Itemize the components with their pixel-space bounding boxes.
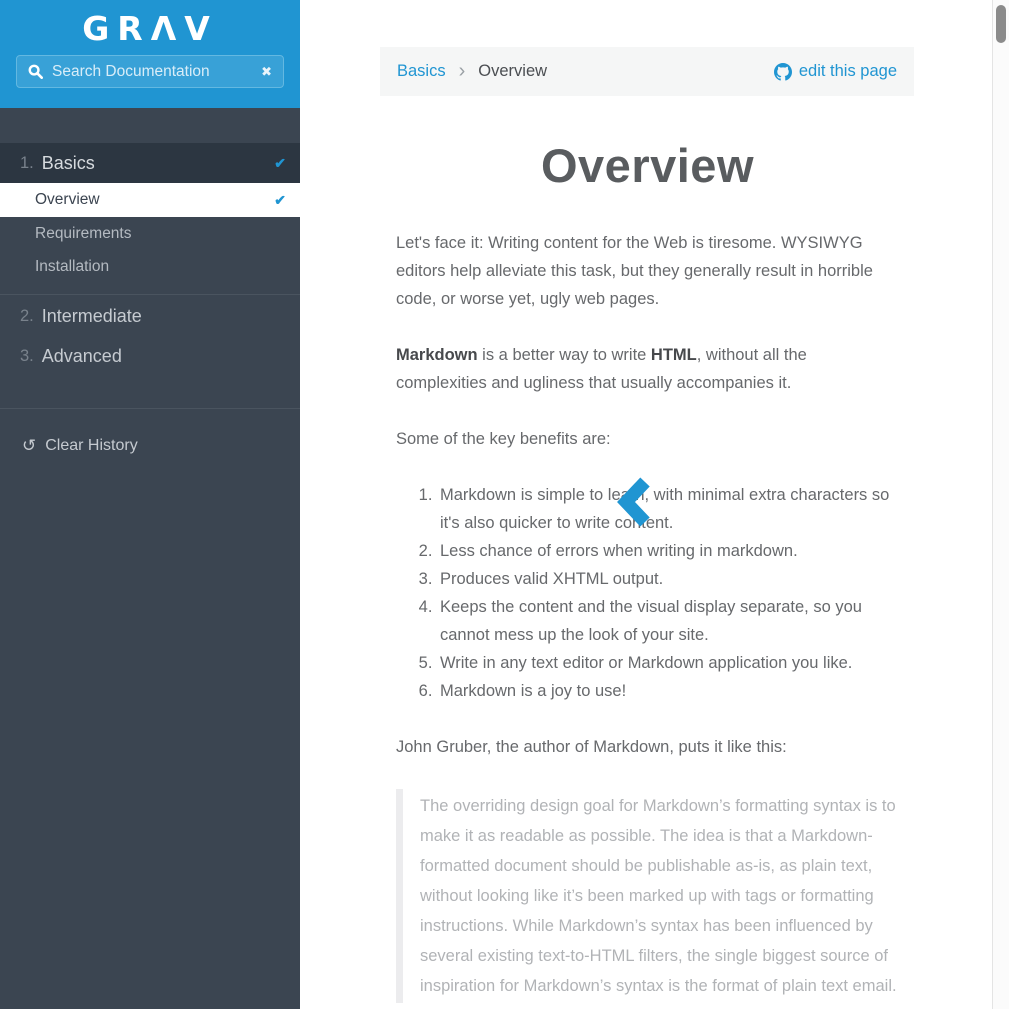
list-item: 5. Write in any text editor or Markdown application you like. <box>437 649 899 677</box>
edit-this-page-label: edit this page <box>798 62 897 80</box>
search-icon <box>28 64 43 79</box>
chapter-number: 1. <box>20 153 34 172</box>
markdown-paragraph: Markdown is a better way to write HTML, without all the complexities and ugliness that usually accompanies it. <box>396 346 807 392</box>
chapter-title: Advanced <box>41 345 122 366</box>
previous-page-arrow[interactable] <box>615 476 653 533</box>
sidebar <box>0 0 300 1009</box>
chapter-number: 2. <box>20 306 34 325</box>
sidebar-divider <box>0 376 300 409</box>
page-label: Requirements <box>35 224 132 242</box>
bold-html: HTML <box>650 346 697 364</box>
history-icon: ↺ <box>22 436 37 456</box>
sidebar-item-overview[interactable] <box>0 183 300 217</box>
github-icon <box>774 63 792 81</box>
check-icon: ✔ <box>274 191 286 208</box>
chapter-number: 3. <box>20 346 34 365</box>
list-item: 3. Produces valid XHTML output. <box>437 565 899 593</box>
chapter-list <box>0 295 300 376</box>
clear-history-button[interactable] <box>22 436 138 456</box>
sidebar-item-advanced[interactable] <box>0 336 300 376</box>
list-item: 2. Less chance of errors when writing in markdown. <box>437 537 899 565</box>
breadcrumb-current-page: Overview <box>478 62 548 80</box>
gruber-quote: The overriding design goal for Markdown’s formatting syntax is to make it as readable as possible. The idea is that a Markdown-formatted document should be publishable as-is, as plain text, without looking like it’s been marked up with tags or formatting instructions. While Markdown’s syntax has been influenced by several existing text-to-HTML filters, the single biggest source of inspiration for Markdown’s syntax is the format of plain text email. <box>396 789 899 1003</box>
sidebar-item-intermediate[interactable] <box>0 296 300 336</box>
check-icon: ✔ <box>274 154 286 171</box>
scrollbar-track[interactable] <box>992 0 1009 1009</box>
chevron-left-icon <box>615 476 653 528</box>
sidebar-nav-spacer <box>0 108 300 143</box>
intro-paragraph: Let's face it: Writing content for the Web is tiresome. WYSIWYG editors help alleviate this task, but they generally result in horrible code, or worse yet, ugly web pages. <box>396 234 873 308</box>
article <box>396 96 899 1003</box>
search-input[interactable] <box>52 63 261 81</box>
clear-history-label: Clear History <box>45 437 138 454</box>
main-content <box>300 0 992 1009</box>
breadcrumb <box>380 47 914 96</box>
edit-this-page-link[interactable] <box>774 62 897 81</box>
scrollbar-thumb[interactable] <box>996 5 1006 43</box>
page-label: Overview <box>35 191 100 208</box>
grav-logo[interactable]: GRΛV <box>82 9 218 48</box>
chapter-basics-block <box>0 143 300 295</box>
search-box <box>16 55 284 88</box>
bold-markdown: Markdown <box>396 346 478 364</box>
list-item: 4. Keeps the content and the visual display separate, so you cannot mess up the look of your site. <box>437 593 899 649</box>
sidebar-item-installation[interactable] <box>0 250 300 283</box>
page-label: Installation <box>35 257 110 275</box>
benefits-intro: Some of the key benefits are: <box>396 430 611 448</box>
chapter-title: Intermediate <box>41 305 142 326</box>
page-title: Overview <box>540 139 755 192</box>
gruber-intro: John Gruber, the author of Markdown, puts it like this: <box>396 738 787 756</box>
chevron-right-icon: › <box>458 59 466 82</box>
sidebar-header <box>0 0 300 108</box>
sidebar-item-requirements[interactable] <box>0 217 300 250</box>
search-clear-icon[interactable]: ✖ <box>261 64 272 79</box>
list-item: 1. Markdown is simple to learn, with minimal extra characters so it's also quicker to write content. <box>437 481 899 537</box>
sidebar-item-basics[interactable] <box>0 143 300 183</box>
breadcrumb-link-basics[interactable]: Basics <box>397 62 446 80</box>
chapter-title: Basics <box>41 152 95 173</box>
list-item: 6. Markdown is a joy to use! <box>437 677 899 705</box>
